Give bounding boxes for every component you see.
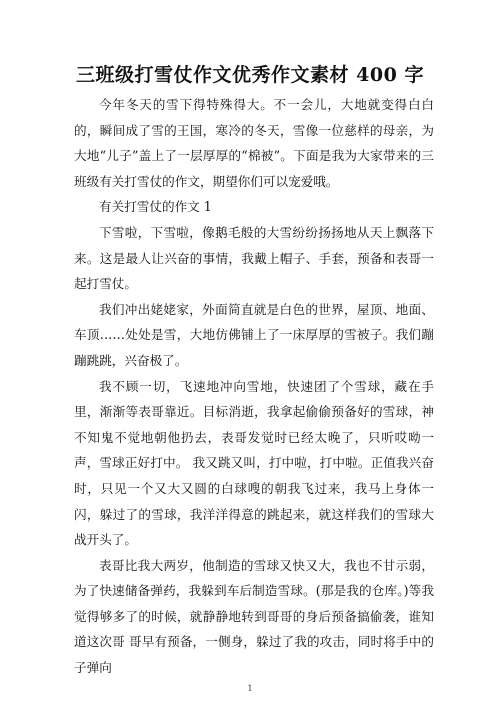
document-title: 三班级打雪仗作文优秀作文素材 400 字: [76, 64, 424, 86]
page-number: 1: [247, 684, 253, 693]
paragraph: 我不顾一切，飞速地冲向雪地，快速团了个雪球，藏在手里，渐渐等表哥靠近。目标消逝，我拿起偷偷预备好的雪球，神不知鬼不觉地朝他扔去，表哥发觉时已经太晚了，只听哎呦一声，雪球正好打中。 我又跳又叫，打中啦，打中啦。正值我兴奋时，只见一个又大又圆的白球嗖的朝我飞过来，我马上身体一闪，躲过了的雪球，我洋洋得意的跳起来，就这样我们的雪球大战开头了。: [74, 378, 434, 548]
paragraph-intro: 今年冬天的雪下得特殊得大。不一会儿，大地就变得白白的，瞬间成了雪的王国，寒冷的冬天，雪像一位慈样的母亲，为大地“儿子”盖上了一层厚厚的“棉被”。下面是我为大家带来的三班级有关打雪仗的作文，期望你们可以宠爱哦。: [74, 97, 434, 189]
paragraph: 表哥比我大两岁，他制造的雪球又快又大，我也不甘示弱，为了快速储备弹药，我躲到车后制造雪球。(那是我的仓库。)等我觉得够多了的时候，就静静地转到哥哥的身后预备搞偷袭，谁知道这次哥 哥早有预备，一侧身，躲过了我的攻击，同时将手中的子弹向: [74, 557, 434, 676]
document-body: [74, 92, 434, 681]
section-heading: 有关打雪仗的作文 1: [99, 199, 212, 215]
paragraph: 下雪啦，下雪啦，像鹅毛般的大雪纷纷扬扬地从天上飘落下来。这是最人让兴奋的事情，我戴上帽子、手套，预备和表哥一起打雪仗。: [74, 224, 434, 292]
paragraph: 我们冲出姥姥家，外面简直就是白色的世界，屋顶、地面、车顶……处处是雪，大地仿佛铺上了一床厚厚的雪被子。我们蹦蹦跳跳，兴奋极了。: [74, 301, 434, 368]
